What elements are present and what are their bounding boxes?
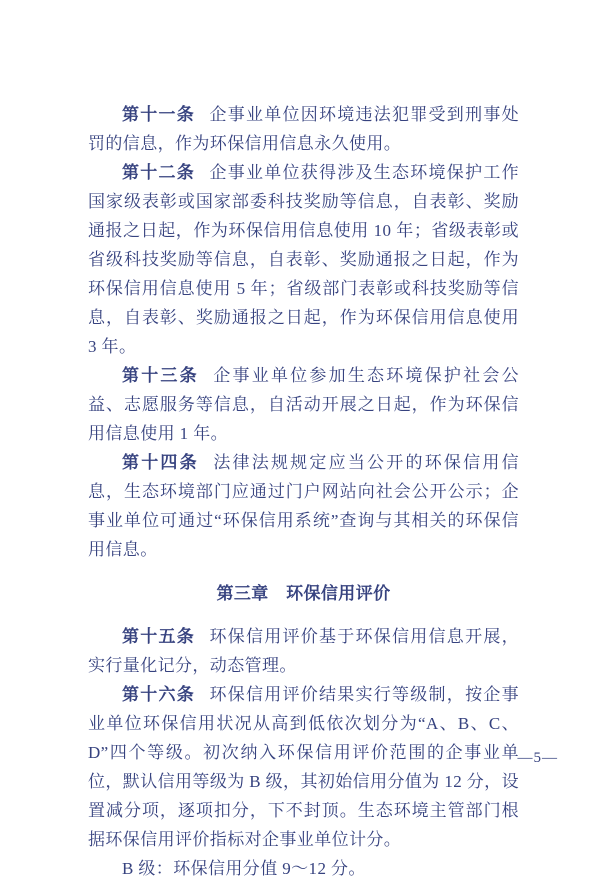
article-text: 企事业单位获得涉及生态环境保护工作国家级表彰或国家部委科技奖励等信息，自表彰、奖励通报之日起，作为环保信用信息使用 10 年；省级表彰或省级科技奖励等信息，自表彰、奖励通报之日起，作为环保信用信息使用 5 年；省级部门表彰或科技奖励等信息，自表彰、奖励通报之日起，作为环保信用信息使用 3 年。 <box>88 163 519 356</box>
article-text: 企事业单位因环境违法犯罪受到刑事处罚的信息，作为环保信用信息永久使用。 <box>88 105 519 153</box>
article-paragraph <box>88 100 519 158</box>
article-text: 法律法规规定应当公开的环保信用信息，生态环境部门应通过门户网站向社会公开公示；企事业单位可通过“环保信用系统”查询与其相关的环保信用信息。 <box>88 453 519 559</box>
article-paragraph <box>88 622 519 680</box>
article-number: 第十六条 <box>122 685 196 704</box>
article-number: 第十四条 <box>122 453 199 472</box>
article-text: 企事业单位参加生态环境保护社会公益、志愿服务等信息，自活动开展之日起，作为环保信用信息使用 1 年。 <box>88 366 519 443</box>
article-paragraph <box>88 680 519 854</box>
document-body <box>88 100 519 883</box>
article-paragraph <box>88 448 519 564</box>
article-text: 环保信用评价基于环保信用信息开展，实行量化记分，动态管理。 <box>88 627 519 675</box>
page-number: —5— <box>517 750 558 766</box>
article-paragraph <box>88 361 519 448</box>
article-text: 环保信用评价结果实行等级制，按企事业单位环保信用状况从高到低依次划分为“A、B、C、D”四个等级。初次纳入环保信用评价范围的企事业单位，默认信用等级为 B 级，其初始信用分值为 12 分，设置减分项，逐项扣分，下不封顶。生态环境主管部门根据环保信用评价指标对企事业单位计分。 <box>88 685 519 849</box>
article-paragraph <box>88 158 519 361</box>
article-number: 第十一条 <box>122 105 196 124</box>
article-number: 第十二条 <box>122 163 196 182</box>
chapter-heading: 第三章 环保信用评价 <box>216 584 391 603</box>
article-text: B 级：环保信用分值 9～12 分。 <box>122 859 366 878</box>
article-paragraph <box>88 854 519 883</box>
article-number: 第十三条 <box>122 366 199 385</box>
article-number: 第十五条 <box>122 627 196 646</box>
